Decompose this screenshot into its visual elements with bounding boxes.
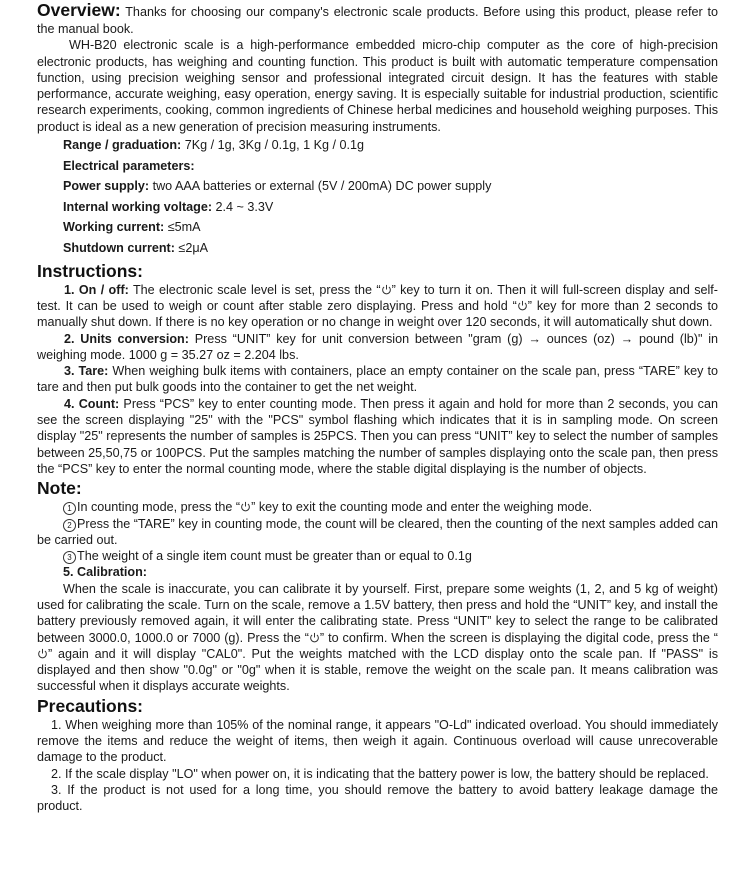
spec-working: [63, 217, 718, 238]
precautions-heading: Precautions:: [37, 695, 143, 716]
spec-range: [63, 135, 718, 156]
spec-range-label: Range / graduation:: [63, 138, 182, 153]
spec-power: [63, 176, 718, 197]
calibration-label: 5. Calibration:: [63, 565, 147, 580]
units-text: Press “UNIT” key for unit conversion between "gram (g) → ounces (oz) → pound (lb)" in weighing mode. 1000 g = 35.27 oz = 2.204 lbs.: [37, 331, 718, 362]
power-icon: [240, 501, 251, 512]
precaution-2: 2. If the scale display "LO" when power on, it is indicating that the battery power is low, the battery should be replaced.: [51, 766, 709, 781]
note-item-2: [37, 516, 718, 549]
note-number-3: 3: [63, 551, 76, 564]
spec-shutdown: [63, 238, 718, 259]
power-icon: [309, 632, 320, 643]
tare-text: When weighing bulk items with containers, place an empty container on the scale pan, press “TARE” key to tare and then put bulk goods into the container to get the net weight.: [37, 364, 718, 395]
note-number-2: 2: [63, 519, 76, 532]
spec-electrical-label: Electrical parameters:: [63, 158, 195, 173]
spec-shutdown-value: ≤2μA: [174, 241, 209, 256]
instructions-heading: Instructions:: [37, 260, 143, 281]
calibration-text-3: ” again and it will display "CAL0". Put the weights matched with the LCD display onto the scale pan. If "PASS" is displayed and then show "0.0g" or "0g" when it is stable, remove the weight on the scale pan. It means calibration was successful when it displays accurate weights.: [37, 646, 718, 694]
spec-power-label: Power supply:: [63, 179, 150, 194]
note-heading: Note:: [37, 478, 82, 499]
spec-internal: [63, 197, 718, 218]
note-item-3: [37, 548, 718, 564]
precaution-3: 3. If the product is not used for a long time, you should remove the battery to avoid battery leakage damage the product.: [37, 782, 718, 814]
overview-intro: Thanks for choosing our company's electronic scale products. Before using this product, please refer to the manual book.: [37, 5, 718, 36]
spec-shutdown-label: Shutdown current:: [63, 241, 175, 256]
overview-heading: Overview:: [37, 0, 121, 20]
instruction-on-off: [37, 282, 718, 331]
power-icon: [381, 284, 392, 295]
spec-power-value: two AAA batteries or external (5V / 200mA) DC power supply: [149, 179, 492, 194]
note-item-1: [37, 499, 718, 515]
tare-label: 3. Tare:: [64, 364, 109, 379]
note-1-text-2: ” key to exit the counting mode and enter the weighing mode.: [251, 500, 593, 515]
spec-internal-label: Internal working voltage:: [63, 199, 213, 214]
calibration-text: [37, 581, 718, 695]
calibration-text-2: ” to confirm. When the screen is displaying the digital code, press the “: [319, 630, 719, 645]
count-text: Press “PCS” key to enter counting mode. Then press it again and hold for more than 2 seconds, you can see the screen displaying "25" with the "PCS" symbol flashing which indicates that it is in sampling mode. On screen display "25" represents the number of samples is 25PCS. Then you can press “UNIT” key to select the number of samples between 25,50,75 or 100PCS. Put the samples matching the number of samples displaying onto the scale pan, then press the “PCS” key to enter the normal counting mode, where the stable digital displaying is the number of objects.: [37, 396, 718, 476]
count-label: 4. Count:: [64, 396, 120, 411]
instruction-tare: [37, 363, 718, 396]
on-off-text-3: ” key for more than 2 seconds to manually shut down. If there is no key operation or no change in weight over 120 seconds, it will automatically shut down.: [37, 298, 718, 330]
power-icon: [37, 648, 48, 659]
instruction-units: [37, 331, 718, 364]
on-off-label: 1. On / off:: [64, 282, 129, 297]
on-off-text-1: The electronic scale level is set, press the “: [128, 282, 381, 297]
overview-paragraph: [37, 0, 718, 37]
overview-body: WH-B20 electronic scale is a high-performance embedded micro-chip computer as the core of high-precision electronic products, has weighing and counting function. This product is built with automatic temperature compensation function, using precision weighing sensor and professional integrated circuit design. It has the features with stable performance, accurate weighing, easy operation, energy saving. It is especially suitable for industrial production, scientific research experiments, cooking, common ingredients of Chinese herbal medicines and household weighing purposes. This product is ideal as a new generation of precision measuring instruments.: [37, 38, 718, 134]
note-3-text: The weight of a single item count must be greater than or equal to 0.1g: [77, 549, 472, 564]
on-off-text-2: ” key to turn it on. Then it will full-screen display and self-test. It can be used to weigh or count after stable zero displaying. Press and hold “: [37, 282, 718, 313]
units-label: 2. Units conversion:: [64, 331, 189, 346]
calibration-text-1: When the scale is inaccurate, you can calibrate it by yourself. First, prepare some weights (1, 2, and 5 kg of weight) used for calibrating the scale. Turn on the scale, remove a 1.5V battery, then press and hold the “UNIT” key, and install the battery previously removed again, it will enter the calibrating state. Press “UNIT” key to select the range to be calibrated between 3000.0, 1000.0 or 7000 (g). Press the “: [37, 581, 718, 645]
power-icon: [517, 300, 528, 311]
spec-electrical: [63, 156, 718, 177]
note-1-text-1: In counting mode, press the “: [77, 500, 241, 515]
spec-working-label: Working current:: [63, 220, 165, 235]
note-number-1: 1: [63, 502, 76, 515]
spec-internal-value: 2.4 ~ 3.3V: [212, 199, 274, 214]
spec-range-value: 7Kg / 1g, 3Kg / 0.1g, 1 Kg / 0.1g: [181, 138, 364, 153]
spec-working-value: ≤5mA: [164, 220, 201, 235]
precaution-1: 1. When weighing more than 105% of the nominal range, it appears "O-Ld" indicated overload. You should immediately remove the items and reduce the weight of items, then weigh it again. Continuous overload will cause unrecoverable damage to the product.: [37, 717, 718, 765]
note-2-text: Press the “TARE” key in counting mode, the count will be cleared, then the counting of the next samples added can be carried out.: [37, 516, 719, 547]
instruction-count: [37, 396, 718, 477]
specs-block: [37, 135, 718, 259]
